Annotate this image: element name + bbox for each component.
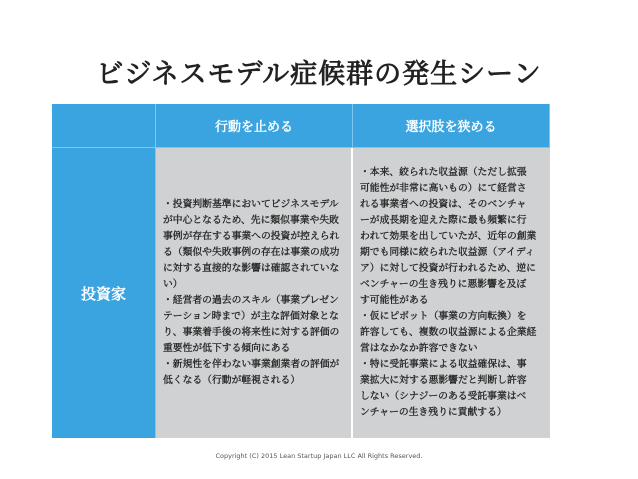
copyright-notice: Copyright (C) 2015 Lean Startup Japan LLC All Rights Reserved. [215, 452, 423, 460]
column-header-stop-action: 行動を止める [156, 104, 353, 148]
table-cell-investor-narrow-options [353, 148, 550, 438]
cell-text: ・本来、絞られた収益源（ただし拡張 可能性が非常に高いもの）にて経営さ れる事業者への投資は、そのベンチャ ーが成長期を迎えた際に最も頻繁に行 われて効果を出していたが、近年の創業 期でも同様に絞られた収益源（アイディ ア）に対して投資が行われるため、逆に ベンチャーの生き残りに悪影響を及ぼ す可能性がある ・仮にピボット（事業の方向転換）を 許容しても、複数の収益源による企業経 営はなかなか許容できない ・特に受託事業による収益確保は、事 業拡大に対する悪影響だと判断し許容 しない（シナジーのある受託事業はベ ンチャーの生き残りに貢献する） [360, 167, 537, 418]
column-header-narrow-options: 選択肢を狭める [353, 104, 550, 148]
comparison-table [52, 104, 550, 438]
row-header-investor: 投資家 [52, 148, 156, 438]
table-cell-investor-stop-action [156, 148, 353, 438]
table-corner-cell [52, 104, 156, 148]
page-title: ビジネスモデル症候群の発生シーン [96, 59, 542, 90]
cell-text: ・投資判断基準においてビジネスモデル が中心となるため、先に類似事業や失敗 事例が存在する事業への投資が控えられ る（類似や失敗事例の存在は事業の成功 に対する直接的な影響は確認されていな い） ・経営者の過去のスキル（事業プレゼン テーション時まで）が主な評価対象とな り、事業着手後の将来性に対する評価の 重要性が低下する傾向にある ・新規性を伴わない事業創業者の評価が 低くなる（行動が軽視される） [163, 199, 340, 386]
